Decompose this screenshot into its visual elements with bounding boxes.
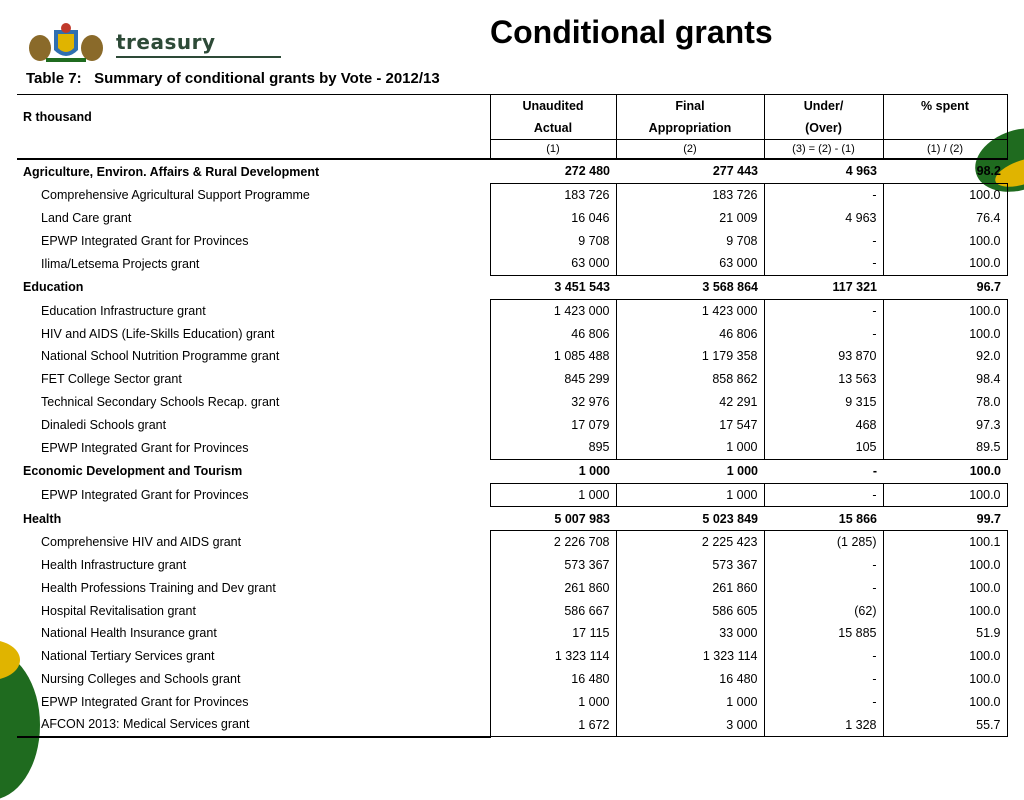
cell-under-over: (1 285) bbox=[764, 531, 883, 554]
cell-actual: 272 480 bbox=[564, 164, 610, 179]
cell-appropriation: 63 000 bbox=[616, 252, 764, 275]
cell-pct-spent: 100.0 bbox=[883, 554, 1007, 577]
col-formula-actual: (1) bbox=[490, 140, 616, 160]
grant-row bbox=[17, 436, 1007, 459]
cell-appropriation: 3 000 bbox=[616, 713, 764, 737]
grant-name: National Health Insurance grant bbox=[41, 626, 217, 641]
vote-name: Education bbox=[23, 280, 84, 295]
cell-under-over: 468 bbox=[764, 413, 883, 436]
grant-name: Comprehensive Agricultural Support Programme bbox=[41, 187, 310, 202]
cell-appropriation: 1 000 bbox=[726, 464, 758, 479]
row-label-header: R thousand bbox=[23, 110, 92, 125]
logo-underline bbox=[116, 56, 281, 58]
col-formula-appropriation: (2) bbox=[616, 140, 764, 160]
cell-under-over: - bbox=[764, 483, 883, 507]
col-header-appropriation-line1: Final bbox=[616, 95, 764, 118]
cell-actual: 63 000 bbox=[490, 252, 616, 275]
col-header-actual-line2: Actual bbox=[490, 117, 616, 140]
cell-pct-spent: 99.7 bbox=[976, 511, 1001, 526]
col-formula-pct-spent: (1) / (2) bbox=[883, 140, 1007, 160]
grant-name: National Tertiary Services grant bbox=[41, 649, 215, 664]
cell-appropriation: 42 291 bbox=[616, 391, 764, 414]
cell-appropriation: 1 000 bbox=[616, 690, 764, 713]
vote-total-row bbox=[17, 459, 1007, 483]
cell-pct-spent: 100.0 bbox=[883, 690, 1007, 713]
vote-total-row bbox=[17, 275, 1007, 299]
cell-appropriation: 9 708 bbox=[616, 229, 764, 252]
cell-actual: 1 000 bbox=[490, 483, 616, 507]
cell-under-over: 1 328 bbox=[764, 713, 883, 737]
grant-name: Comprehensive HIV and AIDS grant bbox=[41, 535, 242, 550]
cell-appropriation: 261 860 bbox=[616, 577, 764, 600]
cell-pct-spent: 100.0 bbox=[883, 645, 1007, 668]
cell-actual: 16 046 bbox=[490, 207, 616, 230]
cell-actual: 1 672 bbox=[490, 713, 616, 737]
cell-pct-spent: 98.2 bbox=[976, 164, 1001, 179]
vote-name: Economic Development and Tourism bbox=[23, 464, 243, 479]
grant-row bbox=[17, 413, 1007, 436]
cell-under-over: 9 315 bbox=[764, 391, 883, 414]
cell-under-over: - bbox=[764, 229, 883, 252]
grant-row bbox=[17, 531, 1007, 554]
grant-row bbox=[17, 345, 1007, 368]
cell-actual: 2 226 708 bbox=[490, 531, 616, 554]
grant-row bbox=[17, 391, 1007, 414]
cell-pct-spent: 100.0 bbox=[969, 464, 1001, 479]
cell-pct-spent: 97.3 bbox=[883, 413, 1007, 436]
grant-name: Health Professions Training and Dev grant bbox=[41, 580, 276, 595]
grant-name: Dinaledi Schools grant bbox=[41, 417, 167, 432]
cell-under-over: (62) bbox=[764, 599, 883, 622]
cell-actual: 32 976 bbox=[490, 391, 616, 414]
cell-under-over: - bbox=[764, 322, 883, 345]
grant-row bbox=[17, 645, 1007, 668]
grant-name: EPWP Integrated Grant for Provinces bbox=[41, 233, 249, 248]
grant-row bbox=[17, 207, 1007, 230]
cell-pct-spent: 100.0 bbox=[883, 483, 1007, 507]
cell-appropriation: 21 009 bbox=[616, 207, 764, 230]
grant-name: National School Nutrition Programme grant bbox=[41, 349, 280, 364]
cell-actual: 573 367 bbox=[490, 554, 616, 577]
cell-appropriation: 586 605 bbox=[616, 599, 764, 622]
grant-row bbox=[17, 322, 1007, 345]
col-header-appropriation-line2: Appropriation bbox=[616, 117, 764, 140]
grant-name: EPWP Integrated Grant for Provinces bbox=[41, 694, 249, 709]
vote-total-row bbox=[17, 507, 1007, 531]
grant-row bbox=[17, 229, 1007, 252]
cell-actual: 1 000 bbox=[578, 464, 610, 479]
cell-appropriation: 183 726 bbox=[616, 183, 764, 206]
cell-actual: 17 079 bbox=[490, 413, 616, 436]
grant-name: Land Care grant bbox=[41, 210, 132, 225]
cell-actual: 9 708 bbox=[490, 229, 616, 252]
grant-row bbox=[17, 668, 1007, 691]
cell-actual: 1 085 488 bbox=[490, 345, 616, 368]
col-header-under-over-line1: Under/ bbox=[764, 95, 883, 118]
cell-appropriation: 277 443 bbox=[712, 164, 758, 179]
logo-text: treasury bbox=[116, 30, 216, 54]
cell-under-over: - bbox=[872, 464, 877, 479]
cell-appropriation: 33 000 bbox=[616, 622, 764, 645]
coat-of-arms-icon bbox=[26, 22, 106, 64]
grant-row bbox=[17, 299, 1007, 322]
grant-row bbox=[17, 599, 1007, 622]
cell-appropriation: 1 423 000 bbox=[616, 299, 764, 322]
grant-name: Technical Secondary Schools Recap. grant bbox=[41, 394, 280, 409]
cell-under-over: 93 870 bbox=[764, 345, 883, 368]
cell-actual: 3 451 543 bbox=[554, 280, 610, 295]
cell-actual: 5 007 983 bbox=[554, 511, 610, 526]
cell-actual: 17 115 bbox=[490, 622, 616, 645]
grant-row bbox=[17, 713, 1007, 737]
treasury-logo bbox=[26, 22, 281, 66]
cell-under-over: - bbox=[764, 299, 883, 322]
cell-under-over: 13 563 bbox=[764, 368, 883, 391]
cell-appropriation: 16 480 bbox=[616, 668, 764, 691]
vote-name: Agriculture, Environ. Affairs & Rural Development bbox=[23, 164, 320, 179]
grant-row bbox=[17, 577, 1007, 600]
grant-row bbox=[17, 183, 1007, 206]
cell-under-over: 105 bbox=[764, 436, 883, 459]
conditional-grants-table bbox=[17, 94, 1008, 738]
cell-appropriation: 1 323 114 bbox=[616, 645, 764, 668]
cell-under-over: 117 321 bbox=[832, 280, 877, 295]
cell-pct-spent: 55.7 bbox=[883, 713, 1007, 737]
formula-row-spacer bbox=[17, 140, 490, 160]
cell-pct-spent: 100.0 bbox=[883, 322, 1007, 345]
grant-row bbox=[17, 252, 1007, 275]
page-title: Conditional grants bbox=[490, 14, 773, 50]
cell-pct-spent: 92.0 bbox=[883, 345, 1007, 368]
cell-pct-spent: 100.0 bbox=[883, 668, 1007, 691]
table-body bbox=[17, 159, 1007, 737]
cell-under-over: 15 866 bbox=[838, 511, 877, 526]
cell-pct-spent: 100.0 bbox=[883, 183, 1007, 206]
grant-row bbox=[17, 690, 1007, 713]
cell-pct-spent: 100.1 bbox=[883, 531, 1007, 554]
cell-actual: 261 860 bbox=[490, 577, 616, 600]
cell-pct-spent: 100.0 bbox=[883, 252, 1007, 275]
col-header-under-over-line2: (Over) bbox=[764, 117, 883, 140]
cell-pct-spent: 89.5 bbox=[883, 436, 1007, 459]
grant-row bbox=[17, 483, 1007, 507]
cell-pct-spent: 100.0 bbox=[883, 577, 1007, 600]
cell-pct-spent: 96.7 bbox=[976, 280, 1001, 295]
cell-actual: 46 806 bbox=[490, 322, 616, 345]
cell-under-over: - bbox=[764, 183, 883, 206]
grant-name: HIV and AIDS (Life-Skills Education) grant bbox=[41, 326, 275, 341]
cell-actual: 183 726 bbox=[490, 183, 616, 206]
grant-name: Hospital Revitalisation grant bbox=[41, 603, 196, 618]
cell-under-over: - bbox=[764, 645, 883, 668]
cell-actual: 895 bbox=[490, 436, 616, 459]
cell-appropriation: 1 179 358 bbox=[616, 345, 764, 368]
cell-actual: 1 000 bbox=[490, 690, 616, 713]
cell-under-over: - bbox=[764, 252, 883, 275]
cell-under-over: - bbox=[764, 577, 883, 600]
col-header-pct-spent-line1: % spent bbox=[883, 95, 1007, 118]
vote-total-row bbox=[17, 159, 1007, 183]
cell-pct-spent: 100.0 bbox=[883, 299, 1007, 322]
cell-appropriation: 3 568 864 bbox=[702, 280, 758, 295]
cell-under-over: - bbox=[764, 690, 883, 713]
cell-appropriation: 17 547 bbox=[616, 413, 764, 436]
col-header-actual-line1: Unaudited bbox=[490, 95, 616, 118]
grant-row bbox=[17, 554, 1007, 577]
cell-pct-spent: 100.0 bbox=[883, 599, 1007, 622]
grant-name: Health Infrastructure grant bbox=[41, 558, 187, 573]
cell-appropriation: 1 000 bbox=[616, 483, 764, 507]
col-formula-under-over: (3) = (2) - (1) bbox=[764, 140, 883, 160]
cell-pct-spent: 98.4 bbox=[883, 368, 1007, 391]
grant-name: EPWP Integrated Grant for Provinces bbox=[41, 487, 249, 502]
cell-pct-spent: 76.4 bbox=[883, 207, 1007, 230]
cell-actual: 1 323 114 bbox=[490, 645, 616, 668]
cell-appropriation: 5 023 849 bbox=[702, 511, 758, 526]
cell-appropriation: 573 367 bbox=[616, 554, 764, 577]
grant-name: AFCON 2013: Medical Services grant bbox=[17, 713, 490, 737]
cell-under-over: 4 963 bbox=[845, 164, 877, 179]
cell-pct-spent: 100.0 bbox=[883, 229, 1007, 252]
cell-actual: 16 480 bbox=[490, 668, 616, 691]
cell-appropriation: 2 225 423 bbox=[616, 531, 764, 554]
cell-actual: 1 423 000 bbox=[490, 299, 616, 322]
cell-pct-spent: 51.9 bbox=[883, 622, 1007, 645]
cell-actual: 845 299 bbox=[490, 368, 616, 391]
cell-pct-spent: 78.0 bbox=[883, 391, 1007, 414]
grant-row bbox=[17, 368, 1007, 391]
cell-appropriation: 46 806 bbox=[616, 322, 764, 345]
table-caption: Table 7: Summary of conditional grants by Vote - 2012/13 bbox=[26, 70, 440, 87]
grant-row bbox=[17, 622, 1007, 645]
cell-under-over: - bbox=[764, 554, 883, 577]
vote-name: Health bbox=[23, 511, 62, 526]
cell-appropriation: 1 000 bbox=[616, 436, 764, 459]
cell-actual: 586 667 bbox=[490, 599, 616, 622]
grant-name: FET College Sector grant bbox=[41, 372, 182, 387]
grant-name: Nursing Colleges and Schools grant bbox=[41, 671, 241, 686]
cell-appropriation: 858 862 bbox=[616, 368, 764, 391]
grant-name: Education Infrastructure grant bbox=[41, 303, 206, 318]
grant-name: Ilima/Letsema Projects grant bbox=[41, 256, 200, 271]
cell-under-over: - bbox=[764, 668, 883, 691]
grant-name: EPWP Integrated Grant for Provinces bbox=[41, 440, 249, 455]
cell-under-over: 15 885 bbox=[764, 622, 883, 645]
col-header-pct-spent-line2 bbox=[883, 117, 1007, 140]
cell-under-over: 4 963 bbox=[764, 207, 883, 230]
